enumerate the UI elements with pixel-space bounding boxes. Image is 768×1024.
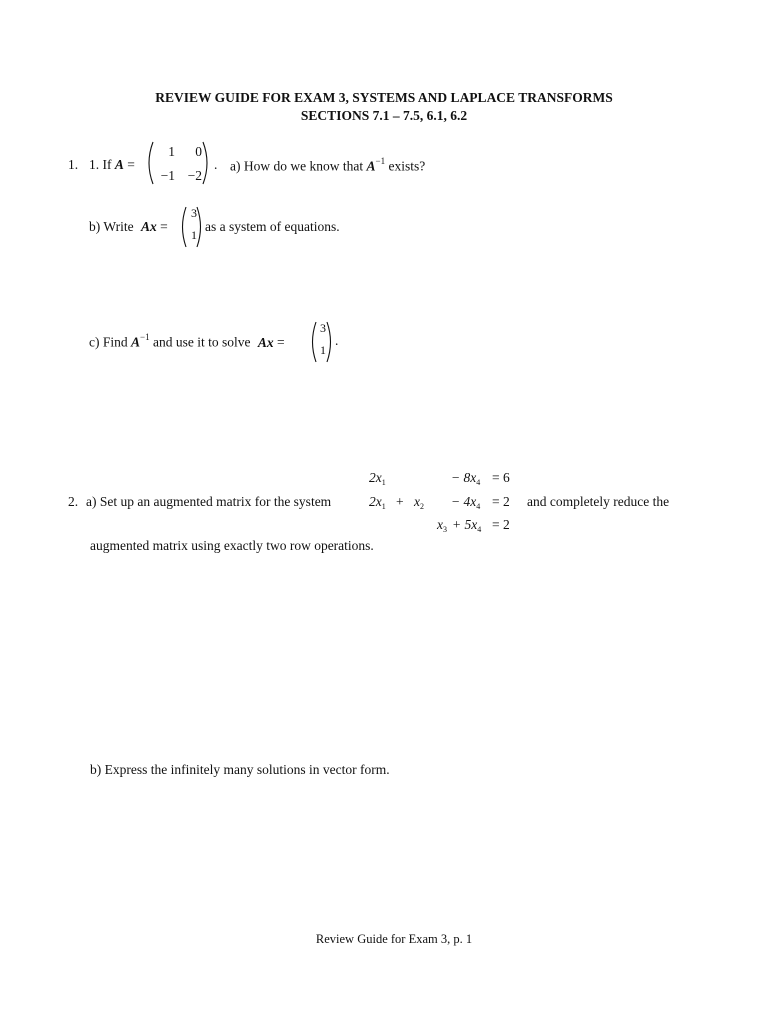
term: $2x_1$	[369, 470, 386, 487]
ax-expression: Ax	[140, 219, 157, 234]
term: + $5x_4$	[452, 517, 482, 534]
matrix-cell: −1	[160, 168, 175, 183]
matrix-name: A	[131, 334, 141, 350]
q1-part-c	[89, 333, 285, 351]
rhs: = 6	[492, 470, 510, 485]
question-number: 1.	[68, 157, 79, 172]
ax-expression: Ax	[257, 334, 274, 350]
vector-cell: 3	[320, 321, 326, 335]
part-c-prefix: c) Find	[89, 334, 128, 350]
q1-intro-prefix: 1. If	[89, 157, 112, 172]
part-a-end: exists?	[388, 158, 426, 174]
matrix-name: A	[114, 157, 124, 172]
q1-part-b	[89, 219, 168, 235]
inverse-exponent: −1	[375, 156, 386, 166]
equals-sign: =	[276, 334, 285, 350]
page-footer: Review Guide for Exam 3, p. 1	[315, 932, 473, 946]
matrix-cell: −2	[187, 168, 202, 183]
q2-part-a-tail: and completely reduce the	[527, 494, 670, 509]
term: $x_3$	[437, 517, 447, 534]
inverse-exponent: −1	[140, 332, 150, 342]
term: $x_2$	[414, 494, 424, 511]
matrix-period: .	[214, 157, 218, 172]
q2-part-a-line2: augmented matrix using exactly two row operations.	[90, 538, 374, 553]
q1-intro	[89, 157, 135, 173]
vector-cell: 1	[320, 343, 326, 357]
term: − $8x_4$	[451, 470, 481, 487]
vector-cell: 3	[191, 206, 197, 220]
q2-part-b-text: b) Express the infinitely many solutions in vector form.	[90, 762, 390, 777]
right-paren	[195, 205, 205, 249]
part-c-mid: and use it to solve	[152, 334, 251, 350]
q2-part-a-text: a) Set up an augmented matrix for the system	[86, 494, 332, 509]
vector-period: .	[335, 333, 339, 348]
right-paren	[201, 140, 213, 186]
rhs: = 2	[492, 494, 510, 509]
equals-sign: =	[160, 219, 168, 234]
rhs: = 2	[492, 517, 510, 532]
term: − $4x_4$	[451, 494, 481, 511]
matrix-cell: 1	[168, 144, 175, 159]
plus-sign: +	[396, 494, 404, 509]
question-number: 2.	[68, 494, 79, 509]
matrix-cell: 0	[195, 144, 202, 159]
equals-sign: =	[127, 157, 135, 172]
q1-part-a	[230, 157, 425, 175]
matrix-name: A	[366, 158, 376, 174]
vector-cell: 1	[191, 228, 197, 242]
document-subtitle: SECTIONS 7.1 – 7.5, 6.1, 6.2	[300, 108, 468, 123]
part-b-prefix: b) Write	[89, 219, 134, 234]
term: $2x_1$	[369, 494, 386, 511]
right-paren	[325, 320, 335, 364]
document-title: REVIEW GUIDE FOR EXAM 3, SYSTEMS AND LAPLACE TRANSFORMS	[155, 90, 613, 105]
part-a-text: a) How do we know that	[230, 158, 364, 174]
part-b-suffix: as a system of equations.	[205, 219, 340, 234]
